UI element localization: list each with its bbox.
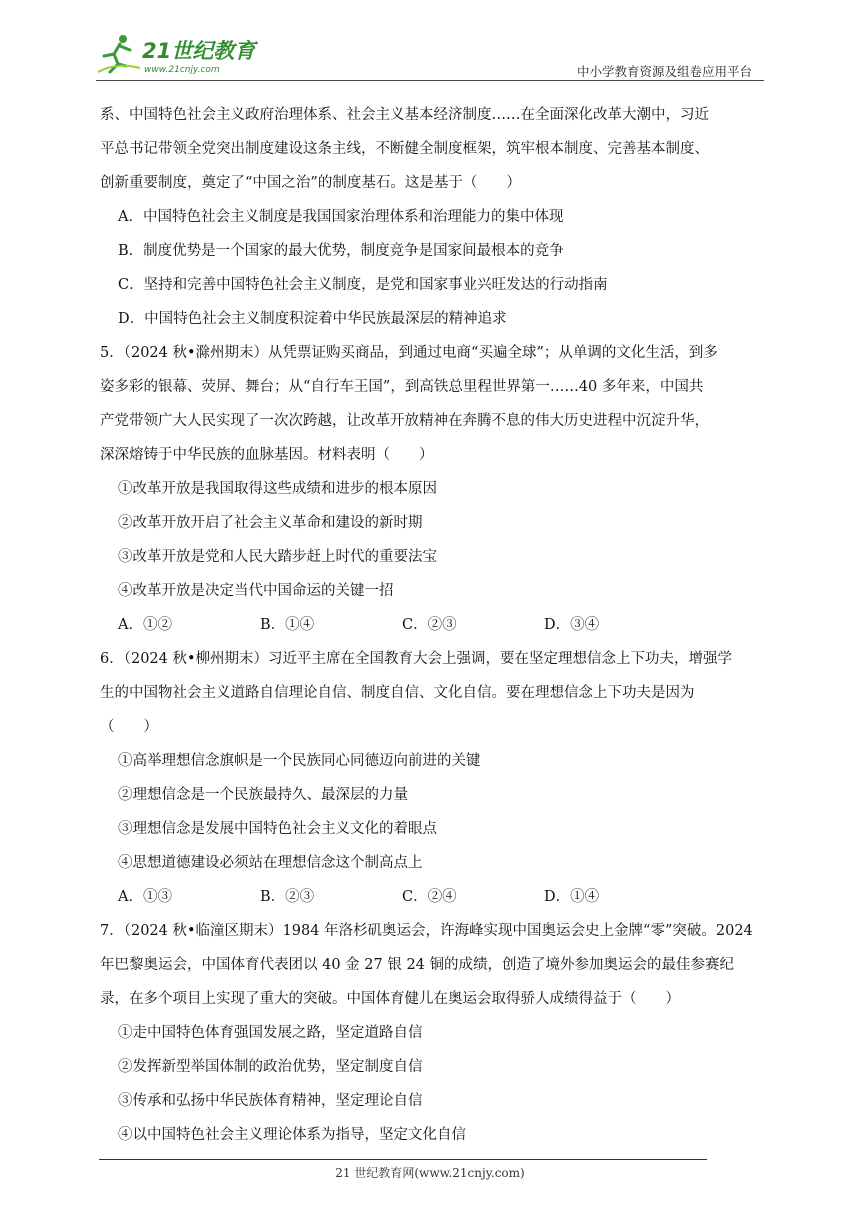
option-c: C．坚持和完善中国特色社会主义制度，是党和国家事业兴旺发达的行动指南: [118, 277, 608, 293]
question-text-line: 产党带领广大人民实现了一次次跨越，让改革开放精神在奔腾不息的伟大历史进程中沉淀升华，: [100, 413, 709, 429]
question-text-line: 深深熔铸于中华民族的血脉基因。材料表明（ ）: [100, 447, 434, 463]
question-text-line: 平总书记带领全党突出制度建设这条主线，不断健全制度框架，筑牢根本制度、完善基本制度、: [100, 141, 709, 157]
choice-a: A．①②: [118, 617, 172, 633]
choice-c: C．②③: [402, 617, 457, 633]
statement-4: ④以中国特色社会主义理论体系为指导，坚定文化自信: [118, 1127, 466, 1143]
question-text-line: （ ）: [100, 719, 158, 735]
choice-d: D．①④: [544, 889, 600, 905]
question-text-line: 6．（2024 秋•柳州期末）习近平主席在全国教育大会上强调，要在坚定理想信念上下功夫，增强学: [100, 651, 733, 667]
logo-url-text: www.21cnjy.com: [144, 65, 220, 75]
question-6: [100, 642, 768, 914]
option-d: D．中国特色社会主义制度积淀着中华民族最深层的精神追求: [118, 311, 507, 327]
choice-row: [118, 608, 768, 642]
statement-1: ①走中国特色体育强国发展之路，坚定道路自信: [118, 1025, 423, 1041]
choice-b: B．②③: [260, 889, 315, 905]
statement-2: ②改革开放开启了社会主义革命和建设的新时期: [118, 515, 423, 531]
page-footer: 21 世纪教育网(www.21cnjy.com): [335, 1166, 525, 1180]
page-header: [96, 28, 764, 80]
question-5: [100, 336, 768, 642]
statement-4: ④改革开放是决定当代中国命运的关键一招: [118, 583, 394, 599]
statement-1: ①改革开放是我国取得这些成绩和进步的根本原因: [118, 481, 437, 497]
option-b: B．制度优势是一个国家的最大优势，制度竞争是国家间最根本的竞争: [118, 243, 564, 259]
question-text-line: 生的中国物社会主义道路自信理论自信、制度自信、文化自信。要在理想信念上下功夫是因为: [100, 685, 695, 701]
runner-icon: [98, 35, 140, 72]
statement-3: ③理想信念是发展中国特色社会主义文化的着眼点: [118, 821, 437, 837]
header-divider: [96, 80, 764, 81]
statement-1: ①高举理想信念旗帜是一个民族同心同德迈向前进的关键: [118, 753, 481, 769]
statement-4: ④思想道德建设必须站在理想信念这个制高点上: [118, 855, 423, 871]
question-text-line: 姿多彩的银幕、荧屏、舞台；从“自行车王国”，到高铁总里程世界第一……40 多年来，中国共: [100, 379, 704, 395]
statement-3: ③改革开放是党和人民大踏步赶上时代的重要法宝: [118, 549, 437, 565]
footer-divider: [99, 1159, 707, 1160]
question-7: [100, 914, 768, 1152]
choice-c: C．②④: [402, 889, 457, 905]
question-text-line: 录，在多个项目上实现了重大的突破。中国体育健儿在奥运会取得骄人成绩得益于（ ）: [100, 991, 680, 1007]
question-content: [100, 98, 768, 1152]
statement-2: ②理想信念是一个民族最持久、最深层的力量: [118, 787, 408, 803]
question-text-line: 7．（2024 秋•临潼区期末）1984 年洛杉矶奥运会，许海峰实现中国奥运会史上金牌“零”突破。2024: [100, 923, 753, 939]
question-text-line: 系、中国特色社会主义政府治理体系、社会主义基本经济制度……在全面深化改革大潮中，习近: [100, 107, 709, 123]
question-text-line: 创新重要制度，奠定了“中国之治”的制度基石。这是基于（ ）: [100, 175, 521, 191]
question-text-line: 5．（2024 秋•滁州期末）从凭票证购买商品，到通过电商“买遍全球”；从单调的文化生活，到多: [100, 345, 718, 361]
choice-row: [118, 880, 768, 914]
logo-main-text: 21世纪教育: [142, 39, 256, 63]
question-4: [100, 98, 768, 336]
option-a: A．中国特色社会主义制度是我国国家治理体系和治理能力的集中体现: [118, 209, 564, 225]
site-logo: [96, 32, 266, 76]
choice-a: A．①③: [118, 889, 172, 905]
choice-b: B．①④: [260, 617, 315, 633]
statement-3: ③传承和弘扬中华民族体育精神，坚定理论自信: [118, 1093, 423, 1109]
statement-2: ②发挥新型举国体制的政治优势，坚定制度自信: [118, 1059, 423, 1075]
question-text-line: 年巴黎奥运会，中国体育代表团以 40 金 27 银 24 铜的成绩，创造了境外参加奥运会的最佳参赛纪: [100, 957, 735, 973]
choice-d: D．③④: [544, 617, 600, 633]
platform-name: 中小学教育资源及组卷应用平台: [576, 64, 752, 79]
